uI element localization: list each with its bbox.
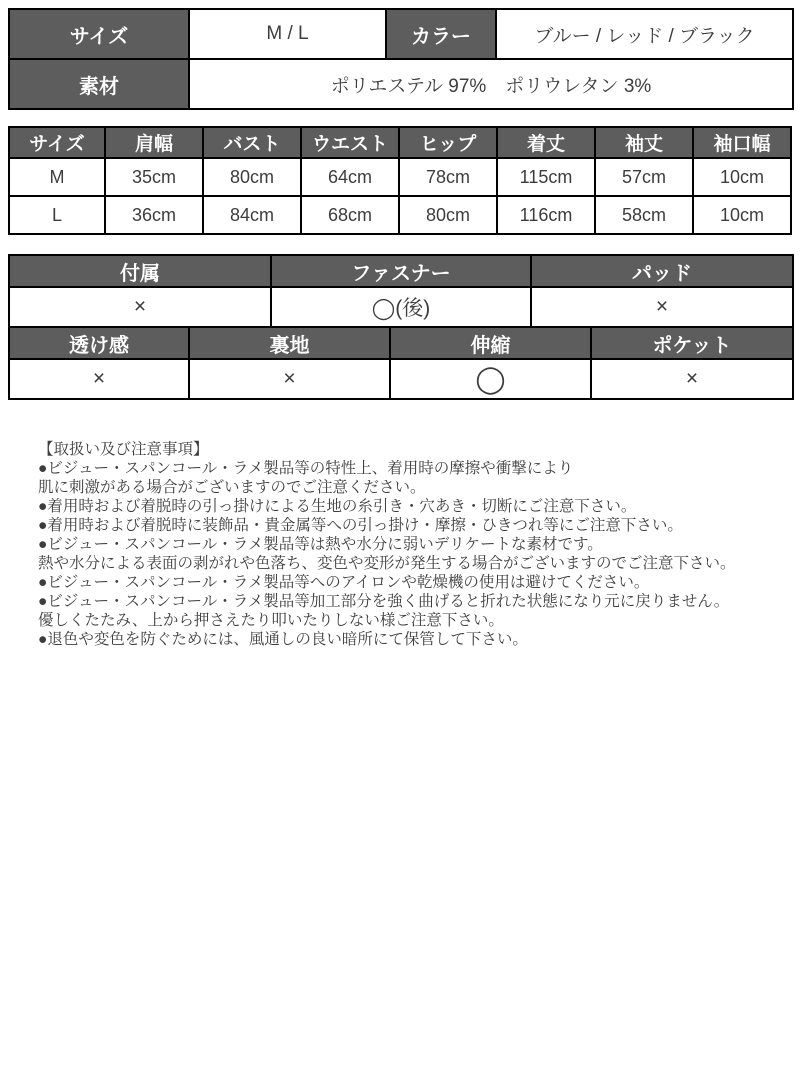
col-header-cuff: 袖口幅: [693, 127, 791, 158]
care-note-line: ●退色や変色を防ぐためには、風通しの良い暗所にて保管して下さい。: [38, 631, 528, 648]
m-length: 115cm: [497, 158, 595, 196]
l-length: 116cm: [497, 196, 595, 234]
size-label: サイズ: [9, 9, 189, 59]
care-notes: [38, 440, 788, 649]
color-value: ブルー / レッド / ブラック: [496, 9, 793, 59]
features-table-2: [8, 326, 794, 400]
lining-value: ×: [189, 359, 390, 399]
features2-header-row: [9, 327, 793, 359]
pad-value: ×: [531, 287, 793, 327]
size-color-row: [9, 9, 793, 59]
accessory-label: 付属: [9, 255, 271, 287]
care-note-line: 優しくたたみ、上から押さえたり叩いたりしない様ご注意下さい。: [38, 612, 504, 629]
care-note-line: ●ビジュー・スパンコール・ラメ製品等は熱や水分に弱いデリケートな素材です。: [38, 536, 603, 553]
m-bust: 80cm: [203, 158, 301, 196]
accessory-value: ×: [9, 287, 271, 327]
fastener-label: ファスナー: [271, 255, 531, 287]
care-note-line: ●着用時および着脱時に装飾品・貴金属等への引っ掛け・摩擦・ひきつれ等にご注意下さい。: [38, 517, 683, 534]
pocket-value: ×: [591, 359, 793, 399]
sheerness-label: 透け感: [9, 327, 189, 359]
care-note-line: ●ビジュー・スパンコール・ラメ製品等へのアイロンや乾燥機の使用は避けてください。: [38, 574, 650, 591]
col-header-size: サイズ: [9, 127, 105, 158]
features2-value-row: [9, 359, 793, 399]
l-cuff: 10cm: [693, 196, 791, 234]
l-hip: 80cm: [399, 196, 497, 234]
m-shoulder: 35cm: [105, 158, 203, 196]
care-notes-title: 【取扱い及び注意事項】: [38, 441, 209, 458]
col-header-hip: ヒップ: [399, 127, 497, 158]
m-waist: 64cm: [301, 158, 399, 196]
features-table-1: [8, 254, 794, 328]
material-row: [9, 59, 793, 109]
col-header-waist: ウエスト: [301, 127, 399, 158]
measurements-row-l: [9, 196, 791, 234]
lining-label: 裏地: [189, 327, 390, 359]
care-note-line: ●ビジュー・スパンコール・ラメ製品等加工部分を強く曲げると折れた状態になり元に戻りません。: [38, 593, 730, 610]
measurements-header-row: [9, 127, 791, 158]
m-hip: 78cm: [399, 158, 497, 196]
material-value: ポリエステル 97% ポリウレタン 3%: [189, 59, 793, 109]
col-header-shoulder: 肩幅: [105, 127, 203, 158]
size-l: L: [9, 196, 105, 234]
size-value: M / L: [189, 9, 386, 59]
care-note-line: 肌に刺激がある場合がございますのでご注意ください。: [38, 479, 426, 496]
pocket-label: ポケット: [591, 327, 793, 359]
size-m: M: [9, 158, 105, 196]
stretch-label: 伸縮: [390, 327, 591, 359]
col-header-bust: バスト: [203, 127, 301, 158]
features1-value-row: [9, 287, 793, 327]
features1-header-row: [9, 255, 793, 287]
l-waist: 68cm: [301, 196, 399, 234]
size-color-material-table: [8, 8, 794, 110]
pad-label: パッド: [531, 255, 793, 287]
material-label: 素材: [9, 59, 189, 109]
col-header-sleeve: 袖丈: [595, 127, 693, 158]
measurements-table: [8, 126, 792, 235]
m-sleeve: 57cm: [595, 158, 693, 196]
care-note-line: ●着用時および着脱時の引っ掛けによる生地の糸引き・穴あき・切断にご注意下さい。: [38, 498, 637, 515]
care-note-line: ●ビジュー・スパンコール・ラメ製品等の特性上、着用時の摩擦や衝撃により: [38, 460, 574, 477]
fastener-value: ◯(後): [271, 287, 531, 327]
l-shoulder: 36cm: [105, 196, 203, 234]
sheerness-value: ×: [9, 359, 189, 399]
col-header-length: 着丈: [497, 127, 595, 158]
color-label: カラー: [386, 9, 496, 59]
care-note-line: 熱や水分による表面の剥がれや色落ち、変色や変形が発生する場合がございますのでご注意下さい。: [38, 555, 736, 572]
l-sleeve: 58cm: [595, 196, 693, 234]
l-bust: 84cm: [203, 196, 301, 234]
stretch-value: ◯: [390, 359, 591, 399]
measurements-row-m: [9, 158, 791, 196]
m-cuff: 10cm: [693, 158, 791, 196]
